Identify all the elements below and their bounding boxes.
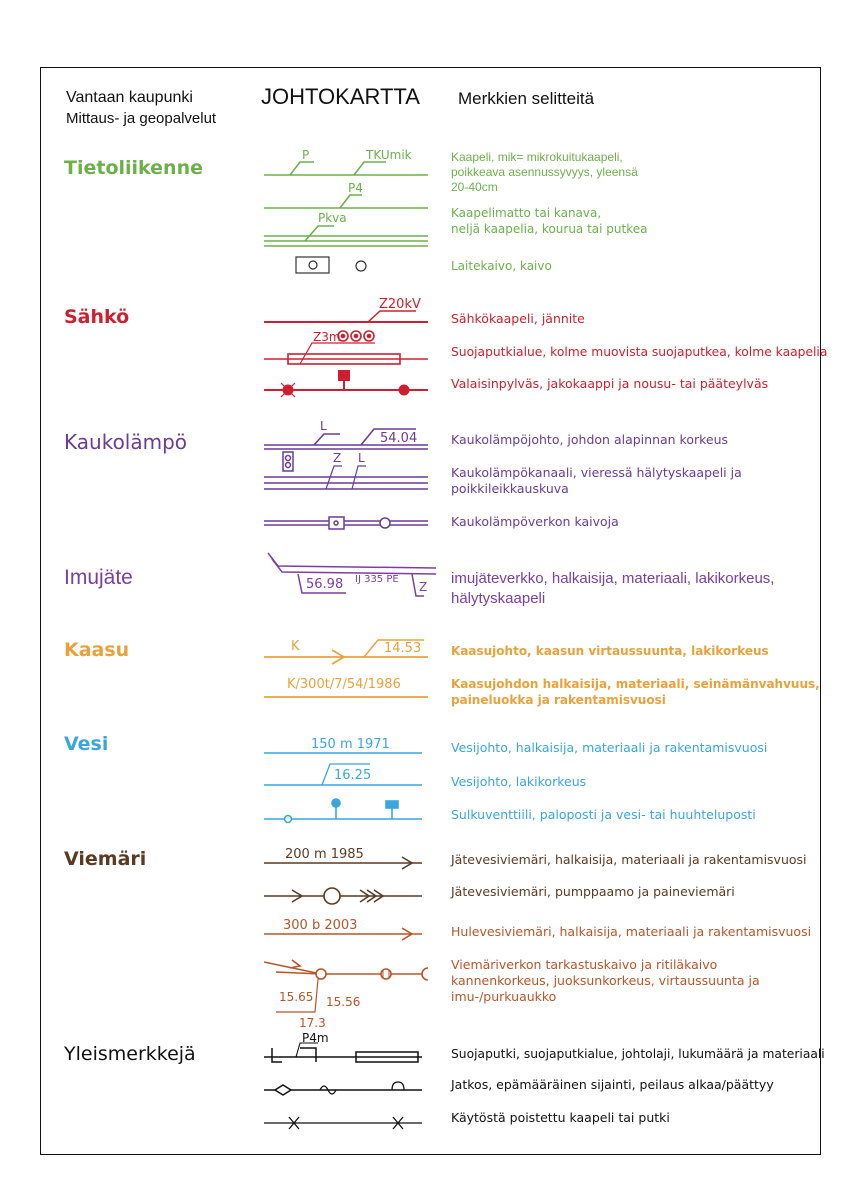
vesi-valve-symbol: [264, 799, 422, 823]
kaasu-label-k: K: [291, 639, 300, 654]
category-vesi: Vesi: [64, 733, 109, 755]
sahko-pole-symbol: [264, 371, 428, 397]
tl-cable-symbol: [264, 162, 428, 246]
desc-imujate: imujäteverkko, halkaisija, materiaali, lakikorkeus, hälytyskaapeli: [451, 570, 775, 607]
desc-yl-joint: Jatkos, epämääräinen sijainti, peilaus alkaa/päättyy: [451, 1077, 774, 1092]
category-yleismerkkeja: Yleismerkkejä: [64, 1043, 196, 1065]
tl-label-p4: P4: [348, 181, 363, 195]
category-kaukolampo: Kaukolämpö: [64, 430, 188, 454]
desc-viem-waste: Jätevesiviemäri, halkaisija, materiaali ja rakentamisvuosi: [451, 852, 807, 867]
kl-label-l2: L: [358, 451, 365, 465]
category-imujate: Imujäte: [64, 566, 133, 589]
org-unit: Mittaus- ja geopalvelut: [66, 110, 217, 127]
desc-vesi-pipe: Vesijohto, halkaisija, materiaali ja rakentamisvuosi: [451, 740, 768, 755]
desc-vesi-elev: Vesijohto, lakikorkeus: [451, 774, 587, 789]
viem-label-e3: 17.3: [299, 1016, 326, 1030]
kaasu-label-elev: 14.53: [384, 641, 422, 656]
yl-label-p4m: P4m: [302, 1031, 329, 1045]
desc-sahko-conduit: Suojaputkialue, kolme muovista suojaputkea, kolme kaapelia: [451, 345, 828, 359]
sahko-cable-symbol: [264, 311, 428, 322]
desc-vesi-valve: Sulkuventtiili, paloposti ja vesi- tai huuhteluposti: [451, 807, 756, 822]
kl-label-z: Z: [333, 451, 342, 465]
desc-yl-abandoned: Käytöstä poistettu kaapeli tai putki: [451, 1110, 670, 1125]
yl-joint-symbol: [264, 1082, 422, 1095]
tl-label-p: P: [302, 148, 310, 162]
viem-label-e2: 15.56: [326, 995, 361, 1009]
vesi-label-spec: 150 m 1971: [311, 737, 390, 752]
viem-label-spec1: 200 m 1985: [285, 847, 364, 862]
category-tietoliikenne: Tietoliikenne: [64, 157, 203, 179]
category-kaasu: Kaasu: [64, 639, 130, 661]
viem-label-spec2: 300 b 2003: [283, 918, 358, 933]
desc-viem-storm: Hulevesiviemäri, halkaisija, materiaali ja rakentamisvuosi: [451, 924, 812, 939]
sahko-conduit-symbol: [264, 331, 428, 364]
desc-kaasu-pipe: Kaasujohto, kaasun virtaussuunta, lakikorkeus: [451, 644, 769, 658]
vesi-label-elev: 16.25: [334, 768, 372, 783]
yl-abandoned-symbol: [264, 1117, 422, 1129]
imujate-label-z: Z: [419, 580, 428, 594]
desc-tl-well: Laitekaivo, kaivo: [451, 259, 552, 273]
page-subtitle: Merkkien selitteitä: [458, 89, 595, 108]
desc-kl-channel: Kaukolämpökanaali, vieressä hälytyskaapeli ja poikkileikkauskuva: [451, 465, 742, 496]
desc-viem-pump: Jätevesiviemäri, pumppaamo ja paineviemäri: [451, 884, 735, 899]
desc-kl-pipe: Kaukolämpöjohto, johdon alapinnan korkeus: [451, 432, 729, 447]
imujate-label-elev: 56.98: [306, 577, 344, 592]
org-name: Vantaan kaupunki: [66, 89, 193, 106]
category-sahko: Sähkö: [64, 306, 130, 328]
kl-wells-symbol: [264, 517, 428, 529]
kl-label-l: L: [320, 419, 327, 433]
tl-label-pkva: Pkva: [318, 211, 347, 225]
desc-yl-conduit: Suojaputki, suojaputkialue, johtolaji, lukumäärä ja materiaali: [451, 1047, 825, 1061]
desc-sahko-pole: Valaisinpylväs, jakokaappi ja nousu- tai pääteylväs: [451, 376, 769, 391]
viem-pump-symbol: [264, 888, 422, 904]
sahko-label-z3m: Z3m: [313, 330, 341, 344]
viem-label-e1: 15.65: [279, 990, 314, 1004]
imujate-label-code: IJ 335 PE: [355, 574, 399, 585]
category-viemari: Viemäri: [64, 848, 147, 870]
kaasu-label-spec: K/300t/7/54/1986: [287, 677, 401, 692]
kl-label-elev: 54.04: [380, 431, 418, 446]
desc-tl-cable: Kaapeli, mik= mikrokuitukaapeli, poikkeava asennussyvyys, yleensä 20-40cm: [451, 150, 638, 194]
sahko-label-z20kv: Z20kV: [379, 297, 421, 312]
tl-label-tkumik: TKUmik: [366, 148, 412, 162]
desc-viem-well: Viemäriverkon tarkastuskaivo ja ritiläkaivo kannenkorkeus, juoksunkorkeus, virtaussuunta ja imu-/purkuaukko: [451, 957, 760, 1004]
desc-kaasu-spec: Kaasujohdon halkaisija, materiaali, seinämänvahvuus, paineluokka ja rakentamisvuosi: [451, 677, 820, 707]
page-title: JOHTOKARTTA: [261, 84, 420, 109]
desc-sahko-cable: Sähkökaapeli, jännite: [451, 311, 585, 326]
desc-kl-wells: Kaukolämpöverkon kaivoja: [451, 514, 619, 529]
desc-tl-mat: Kaapelimatto tai kanava, neljä kaapelia, kourua tai putkea: [451, 206, 648, 236]
imujate-symbol: [268, 553, 436, 596]
tl-well-symbols: [296, 257, 366, 273]
yl-conduit-symbol: [264, 1043, 422, 1062]
kl-channel-symbol: [264, 452, 428, 489]
